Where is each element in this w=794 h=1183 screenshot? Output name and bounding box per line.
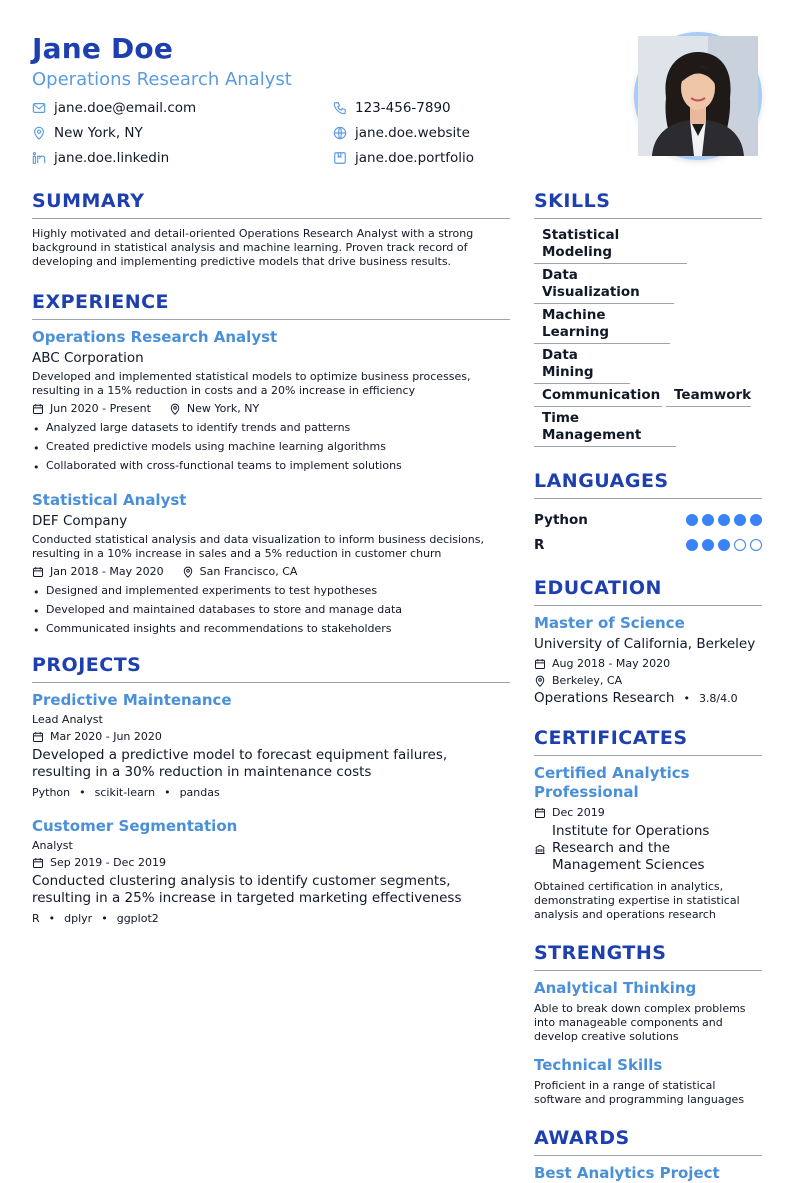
education-field-row: Operations Research • 3.8/4.0 [534,690,738,706]
building-icon [534,843,546,855]
project-tag: scikit-learn [94,786,156,799]
portfolio-text: jane.doe.portfolio [355,150,475,166]
job-company: ABC Corporation [32,350,144,366]
project-meta [32,730,510,743]
project-name: Customer Segmentation [32,817,238,835]
education-location: Berkeley, CA [552,674,623,687]
education-field: Operations Research [534,690,675,706]
contact-website[interactable] [333,125,470,141]
level-dot-filled [734,514,746,526]
job-title: Operations Research Analyst [32,69,292,90]
contact-portfolio[interactable] [333,150,474,166]
certificates-heading: CERTIFICATES [534,727,762,756]
calendar-icon [32,731,44,743]
languages-heading: LANGUAGES [534,470,762,499]
education-gpa: 3.8/4.0 [698,692,738,705]
job-role: Statistical Analyst [32,491,187,509]
education-location-row [534,674,762,687]
language-row [534,507,762,532]
skills-heading: SKILLS [534,190,762,219]
awards-heading: AWARDS [534,1127,762,1156]
profile-photo [634,32,762,160]
portfolio-icon [333,151,347,165]
strength-item [534,979,762,1044]
calendar-icon [32,403,44,415]
job-location: San Francisco, CA [199,565,298,578]
summary-heading: SUMMARY [32,190,510,219]
job-role: Operations Research Analyst [32,328,278,346]
degree: Master of Science [534,614,685,632]
strength-item [534,1056,762,1107]
strength-description: Proficient in a range of statistical software and programming languages [534,1079,745,1106]
project-tag: pandas [179,786,220,799]
project-tag: dplyr [64,912,93,925]
contact-linkedin[interactable] [32,150,169,166]
job-dates: Jan 2018 - May 2020 [50,565,164,578]
projects-heading: PROJECTS [32,654,510,683]
education-dates: Aug 2018 - May 2020 [552,657,671,670]
certificate-issuer: Institute for Operations Research and the Management Sciences [552,823,710,873]
language-row [534,532,762,557]
certificate-item [534,764,762,922]
experience-item [32,328,510,475]
certificate-name: Certified Analytics Professional [534,764,690,801]
level-dot-empty [750,539,762,551]
location-text: New York, NY [54,125,143,141]
education-dates-row [534,657,762,670]
job-meta [32,565,510,578]
website-text: jane.doe.website [355,125,470,141]
project-item [32,817,510,925]
job-bullet: • Communicated insights and recommendations to stakeholders [32,619,510,638]
mail-icon [32,101,46,115]
level-dot-filled [702,514,714,526]
job-description: Developed and implemented statistical models to optimize business processes, resulting in a 15% reduction in costs and a 20% increase in efficiency [32,370,471,397]
phone-text: 123-456-7890 [355,100,451,116]
language-name: R [534,536,545,553]
strength-description: Able to break down complex problems into manageable components and develop creative solutions [534,1002,746,1043]
project-meta [32,856,510,869]
language-level [682,539,762,551]
phone-icon [333,101,347,115]
certificate-description: Obtained certification in analytics, demonstrating expertise in statistical analysis and operations research [534,880,740,921]
level-dot-filled [686,514,698,526]
strengths-heading: STRENGTHS [534,942,762,971]
linkedin-text: jane.doe.linkedin [54,150,170,166]
project-tag: ggplot2 [116,912,159,925]
contact-phone[interactable] [333,100,451,116]
location-pin-icon [534,675,546,687]
job-bullet: • Created predictive models using machine learning algorithms [32,437,510,456]
right-column [534,190,762,1183]
left-column [32,190,510,943]
job-bullet: • Collaborated with cross-functional teams to implement solutions [32,456,510,475]
project-description: Developed a predictive model to forecast equipment failures, resulting in a 30% reduction in maintenance costs [32,747,448,780]
job-bullet: • Designed and implemented experiments to test hypotheses [32,581,510,600]
certificate-date: Dec 2019 [552,806,605,819]
strength-name: Technical Skills [534,1056,663,1074]
certificate-issuer-row [534,823,762,874]
profile-photo-illustration [638,36,758,156]
project-name: Predictive Maintenance [32,691,232,709]
calendar-icon [32,857,44,869]
level-dot-filled [686,539,698,551]
job-bullet: • Analyzed large datasets to identify trends and patterns [32,418,510,437]
skills-list [534,227,762,450]
project-description: Conducted clustering analysis to identify customer segments, resulting in a 25% increase in targeted marketing effectiveness [32,873,462,906]
candidate-name: Jane Doe [32,32,174,65]
job-bullets [32,581,510,638]
languages-list [534,507,762,557]
level-dot-filled [718,539,730,551]
language-name: Python [534,511,588,528]
education-item [534,614,762,707]
email-text: jane.doe@email.com [54,100,197,116]
job-bullet: • Developed and maintained databases to store and manage data [32,600,510,619]
level-dot-filled [702,539,714,551]
project-role: Analyst [32,839,73,852]
skill-tag: Teamwork [666,387,751,407]
education-heading: EDUCATION [534,577,762,606]
location-pin-icon [182,566,194,578]
calendar-icon [534,807,546,819]
experience-item [32,491,510,638]
job-description: Conducted statistical analysis and data visualization to inform business decisions, resulting in a 10% increase in sales and a 5% reduction in customer churn [32,533,484,560]
calendar-icon [32,566,44,578]
project-dates: Mar 2020 - Jun 2020 [50,730,162,743]
contact-location [32,125,143,141]
skill-tag: Communication [534,387,662,407]
school: University of California, Berkeley [534,636,756,652]
project-item [32,691,510,799]
level-dot-empty [734,539,746,551]
experience-heading: EXPERIENCE [32,291,510,320]
skill-tag: Statistical Modeling [534,227,687,264]
calendar-icon [534,658,546,670]
project-tag: R [32,912,40,925]
location-pin-icon [32,126,46,140]
project-role: Lead Analyst [32,713,103,726]
location-pin-icon [169,403,181,415]
skill-tag: Time Management [534,410,676,447]
project-dates: Sep 2019 - Dec 2019 [50,856,166,869]
level-dot-filled [718,514,730,526]
job-bullets [32,418,510,475]
skill-tag: Data Visualization [534,267,674,304]
skill-tag: Machine Learning [534,307,670,344]
project-tags: R • dplyr • ggplot2 [32,912,159,925]
language-level [682,514,762,526]
level-dot-filled [750,514,762,526]
globe-icon [333,126,347,140]
strength-name: Analytical Thinking [534,979,697,997]
award-name: Best Analytics Project [534,1164,720,1182]
certificate-date-row [534,806,762,819]
project-tags: Python • scikit-learn • pandas [32,786,220,799]
summary-text: Highly motivated and detail-oriented Operations Research Analyst with a strong background in statistical analysis and machine learning. Proven track record of developing and implementing predictive models that drive business results. [32,227,474,268]
job-company: DEF Company [32,513,128,529]
job-dates: Jun 2020 - Present [50,402,151,415]
job-meta [32,402,510,415]
job-location: New York, NY [186,402,260,415]
linkedin-icon [32,151,46,165]
contact-email[interactable] [32,100,196,116]
project-tag: Python [32,786,71,799]
skill-tag: Data Mining [534,347,630,384]
